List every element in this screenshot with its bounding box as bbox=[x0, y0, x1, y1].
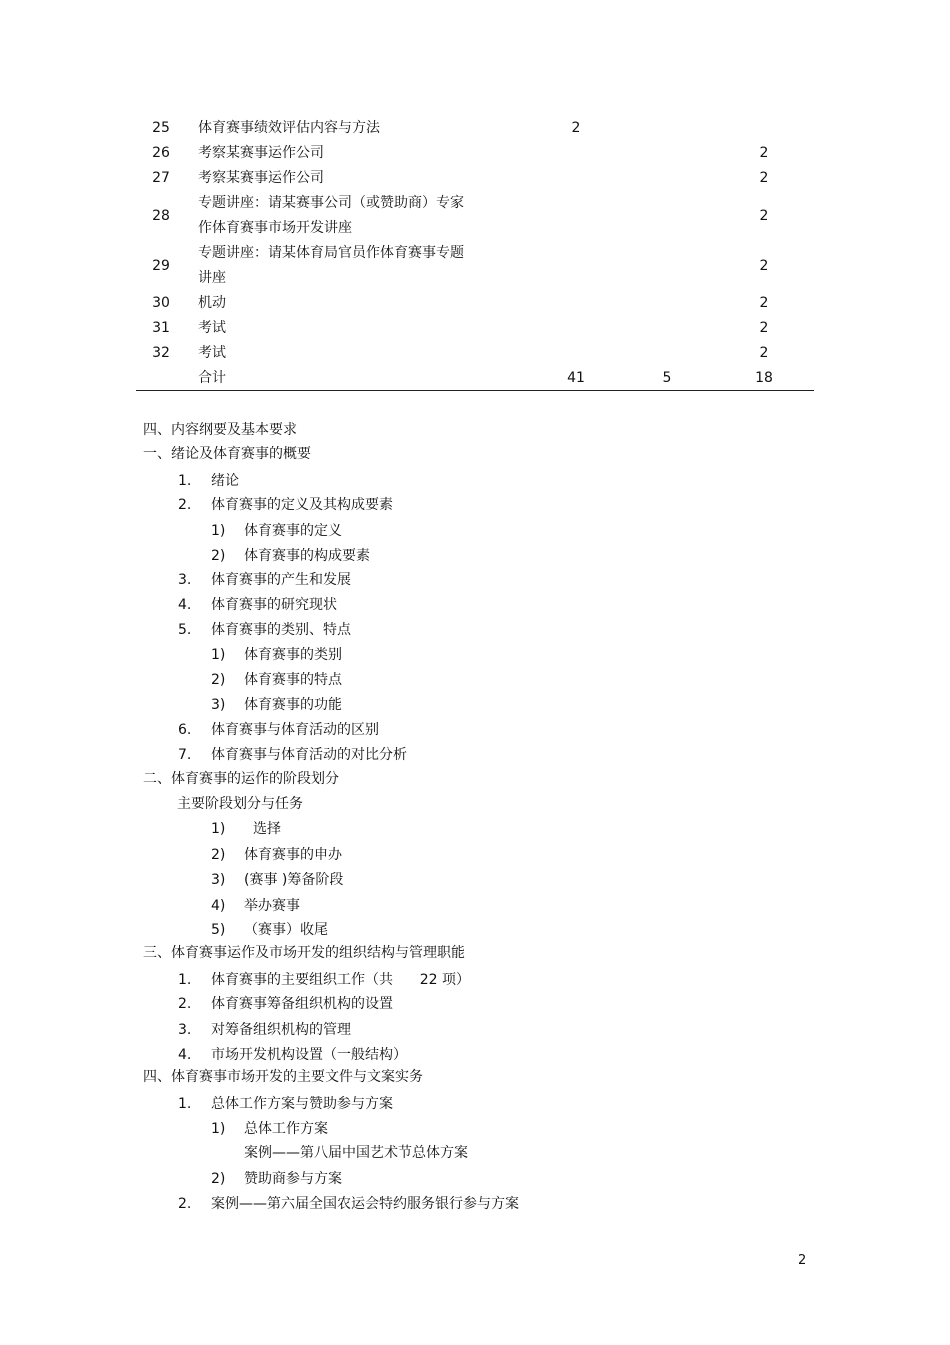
list-item-text: 体育赛事的产生和发展 bbox=[211, 572, 351, 588]
list-marker: 4. bbox=[178, 597, 192, 613]
list-marker: 3) bbox=[211, 872, 226, 888]
table-cell-other-hours: 2 bbox=[759, 320, 769, 336]
list-item-text: (赛事 )筹备阶段 bbox=[244, 872, 344, 888]
table-row-topic: 体育赛事绩效评估内容与方法 bbox=[198, 120, 380, 136]
list-item-text: 体育赛事的构成要素 bbox=[244, 548, 370, 564]
table-cell-other-hours: 2 bbox=[759, 170, 769, 186]
list-item-text: 总体工作方案与赞助参与方案 bbox=[211, 1096, 393, 1112]
list-item-text: 主要阶段划分与任务 bbox=[177, 796, 303, 812]
list-marker: 1) bbox=[211, 821, 226, 837]
table-cell-other-hours: 2 bbox=[759, 295, 769, 311]
list-marker: 2. bbox=[178, 1196, 192, 1212]
list-marker: 2. bbox=[178, 497, 192, 513]
list-item-text: （赛事）收尾 bbox=[244, 922, 328, 938]
section-heading: 四、内容纲要及基本要求 bbox=[143, 422, 297, 438]
list-marker: 1. bbox=[178, 473, 192, 489]
table-row-number: 32 bbox=[152, 345, 170, 361]
list-marker: 1) bbox=[211, 647, 226, 663]
table-row-number: 26 bbox=[152, 145, 170, 161]
list-marker: 3. bbox=[178, 572, 192, 588]
list-item-text: 选择 bbox=[253, 821, 281, 837]
list-item-text: 体育赛事的类别 bbox=[244, 647, 342, 663]
table-row-number: 27 bbox=[152, 170, 170, 186]
list-item-text: 体育赛事与体育活动的对比分析 bbox=[211, 747, 407, 763]
list-item-text: 体育赛事的类别、特点 bbox=[211, 622, 351, 638]
table-row-topic: 机动 bbox=[198, 295, 226, 311]
list-marker: 1. bbox=[178, 1096, 192, 1112]
list-item-text: 体育赛事的申办 bbox=[244, 847, 342, 863]
table-row-topic: 专题讲座：请某体育局官员作体育赛事专题 bbox=[198, 245, 464, 261]
list-marker: 5) bbox=[211, 922, 226, 938]
table-row-number: 25 bbox=[152, 120, 170, 136]
list-item-text: 绪论 bbox=[211, 473, 239, 489]
list-marker: 2) bbox=[211, 1171, 226, 1187]
page-number: 2 bbox=[798, 1253, 807, 1268]
section-heading: 四、体育赛事市场开发的主要文件与文案实务 bbox=[143, 1069, 423, 1085]
list-marker: 1. bbox=[178, 972, 192, 988]
table-cell-practice-hours: 5 bbox=[662, 370, 672, 386]
list-item-text: 市场开发机构设置（一般结构） bbox=[211, 1047, 407, 1063]
list-marker: 1) bbox=[211, 523, 226, 539]
table-row-topic: 专题讲座：请某赛事公司（或赞助商）专家 bbox=[198, 195, 464, 211]
list-item-text: 赞助商参与方案 bbox=[244, 1171, 342, 1187]
list-item-text: 体育赛事筹备组织机构的设置 bbox=[211, 996, 393, 1012]
table-row-topic: 考察某赛事运作公司 bbox=[198, 145, 324, 161]
section-heading: 一、绪论及体育赛事的概要 bbox=[143, 446, 311, 462]
list-item-text: 举办赛事 bbox=[244, 898, 300, 914]
table-cell-lecture-hours: 41 bbox=[567, 370, 585, 386]
table-row-topic: 讲座 bbox=[198, 270, 226, 286]
table-row-number: 31 bbox=[152, 320, 170, 336]
list-item-text: 案例——第六届全国农运会特约服务银行参与方案 bbox=[211, 1196, 519, 1212]
list-item-text: 体育赛事的主要组织工作（共 22 项） bbox=[211, 972, 470, 988]
table-row-topic: 考察某赛事运作公司 bbox=[198, 170, 324, 186]
table-cell-other-hours: 2 bbox=[759, 207, 769, 224]
list-item-text: 体育赛事的定义 bbox=[244, 523, 342, 539]
list-item-text: 体育赛事的研究现状 bbox=[211, 597, 337, 613]
table-cell-other-hours: 2 bbox=[759, 257, 769, 274]
list-marker: 4) bbox=[211, 898, 226, 914]
list-marker: 5. bbox=[178, 622, 192, 638]
list-item-text: 案例——第八届中国艺术节总体方案 bbox=[244, 1145, 468, 1161]
list-item-text: 体育赛事的特点 bbox=[244, 672, 342, 688]
section-heading: 三、体育赛事运作及市场开发的组织结构与管理职能 bbox=[143, 945, 465, 961]
list-marker: 3) bbox=[211, 697, 226, 713]
table-row-topic: 考试 bbox=[198, 345, 226, 361]
list-marker: 6. bbox=[178, 722, 192, 738]
table-row-topic: 作体育赛事市场开发讲座 bbox=[198, 220, 352, 236]
list-marker: 2. bbox=[178, 996, 192, 1012]
table-cell-other-hours: 18 bbox=[755, 370, 773, 386]
table-cell-other-hours: 2 bbox=[759, 345, 769, 361]
list-marker: 2) bbox=[211, 548, 226, 564]
list-marker: 7. bbox=[178, 747, 192, 763]
list-item-text: 体育赛事的功能 bbox=[244, 697, 342, 713]
list-marker: 3. bbox=[178, 1022, 192, 1038]
section-heading: 二、体育赛事的运作的阶段划分 bbox=[143, 771, 339, 787]
table-row-topic: 合计 bbox=[198, 370, 226, 386]
list-item-text: 总体工作方案 bbox=[244, 1121, 328, 1137]
list-item-text: 对筹备组织机构的管理 bbox=[211, 1022, 351, 1038]
table-cell-lecture-hours: 2 bbox=[571, 120, 581, 136]
table-cell-other-hours: 2 bbox=[759, 145, 769, 161]
list-marker: 1) bbox=[211, 1121, 226, 1137]
table-row-number: 29 bbox=[152, 257, 170, 274]
list-item-text: 体育赛事的定义及其构成要素 bbox=[211, 497, 393, 513]
list-marker: 4. bbox=[178, 1047, 192, 1063]
table-row-topic: 考试 bbox=[198, 320, 226, 336]
list-marker: 2) bbox=[211, 847, 226, 863]
table-row-number: 28 bbox=[152, 207, 170, 224]
list-item-text: 体育赛事与体育活动的区别 bbox=[211, 722, 379, 738]
list-marker: 2) bbox=[211, 672, 226, 688]
table-row-number: 30 bbox=[152, 295, 170, 311]
table-bottom-rule bbox=[136, 390, 814, 391]
